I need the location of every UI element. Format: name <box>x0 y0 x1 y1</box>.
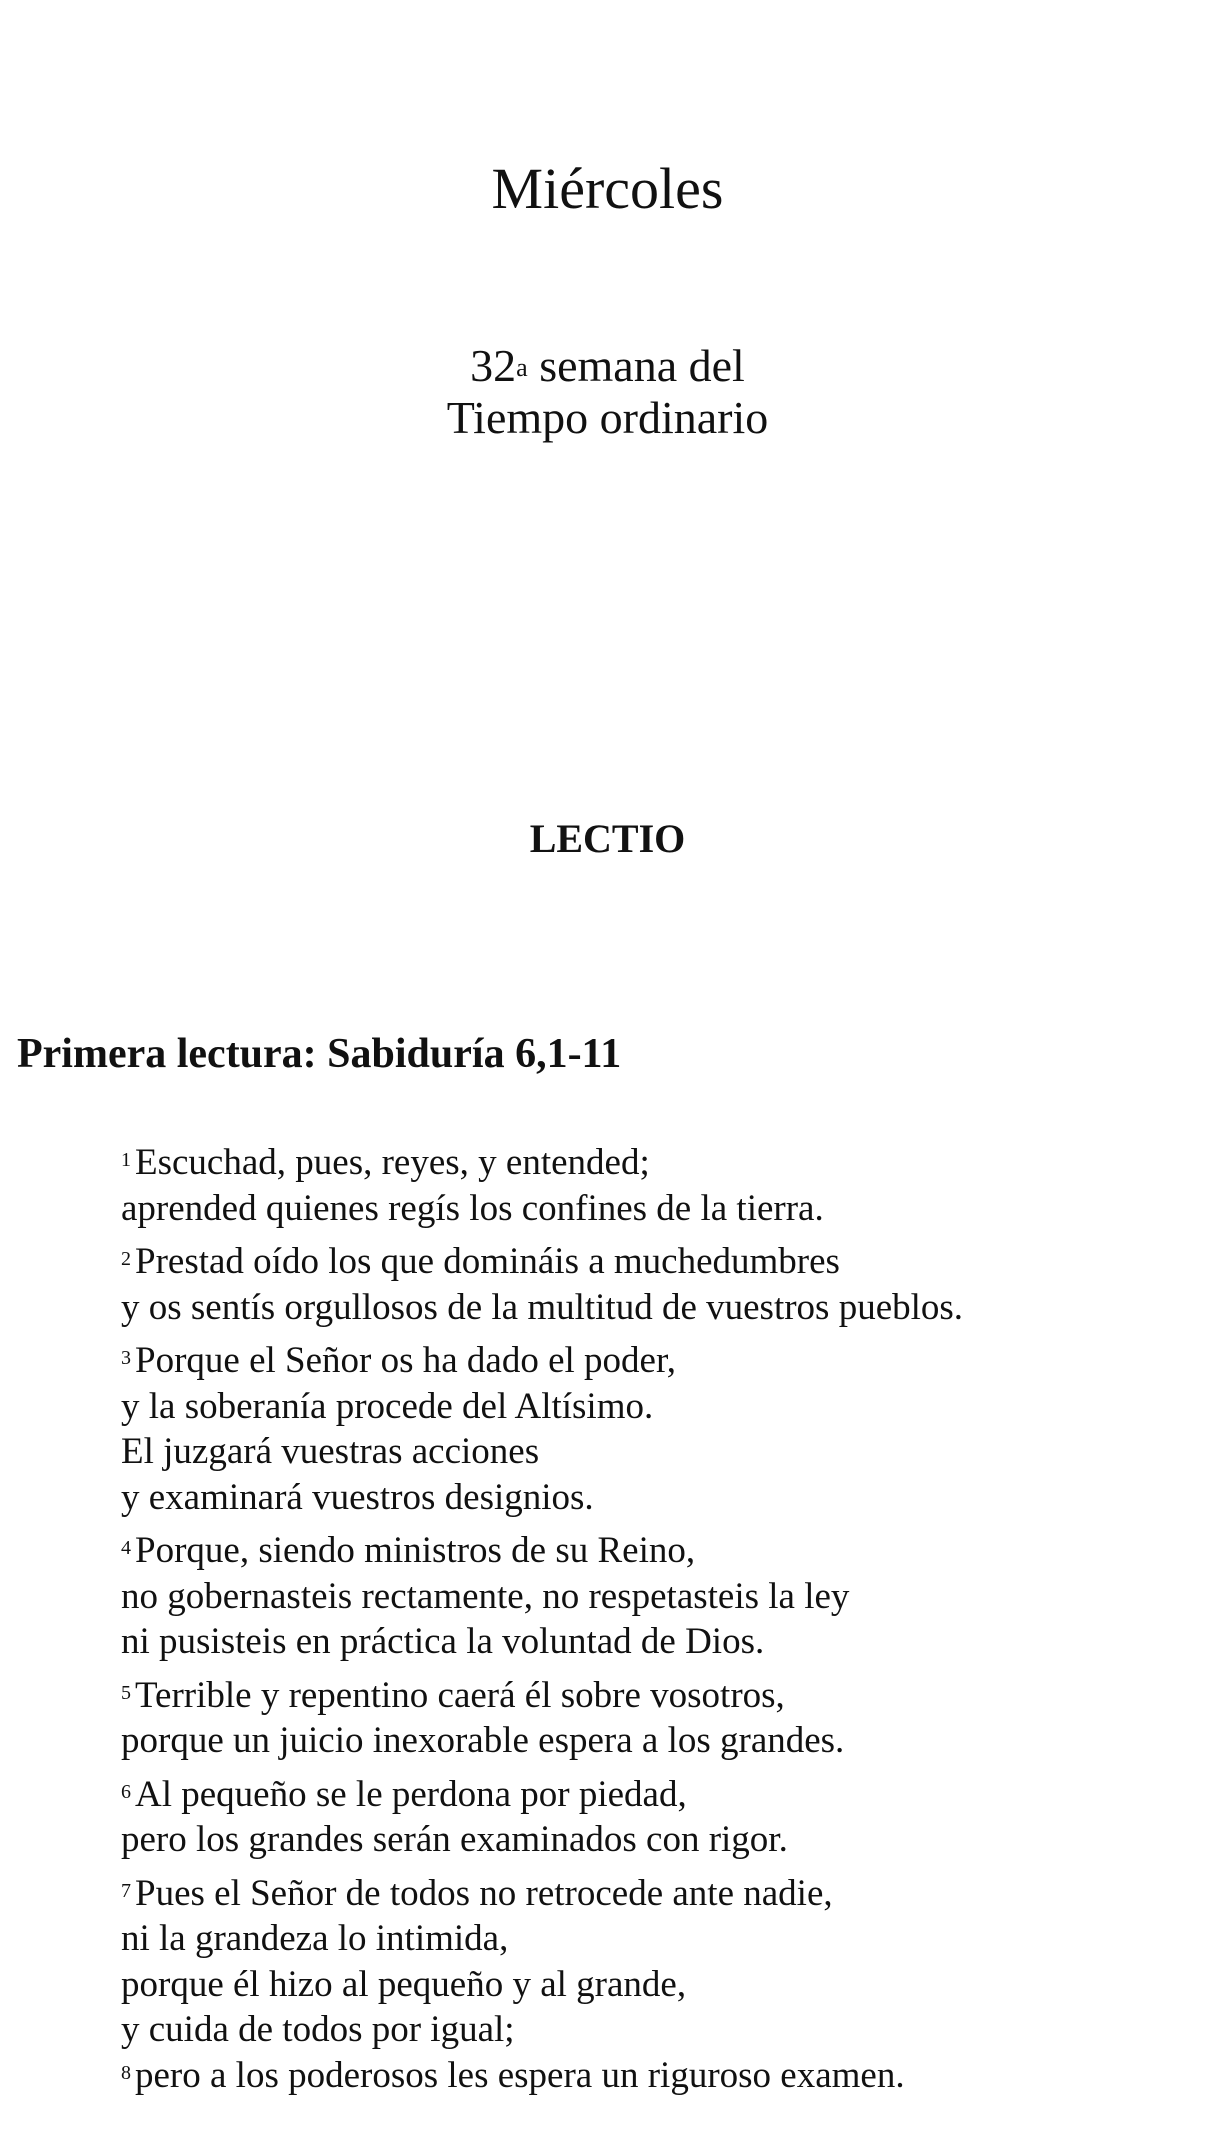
verse-text: pero los grandes serán examinados con rigor. <box>121 1819 788 1860</box>
verse-number: 1 <box>121 1149 131 1171</box>
verse-line <box>121 1384 1201 1430</box>
verse-text: ni la grandeza lo intimida, <box>121 1918 509 1959</box>
verse-line <box>121 1718 1201 1764</box>
verse-line <box>121 2053 1201 2099</box>
verse <box>121 1239 1201 1330</box>
verse <box>121 1528 1201 1665</box>
verse-text: y la soberanía procede del Altísimo. <box>121 1385 654 1427</box>
week-subtitle <box>0 340 1215 444</box>
verse-text: Terrible y repentino caerá él sobre vosotros, <box>135 1674 785 1716</box>
verse-line <box>121 1673 1201 1719</box>
verse <box>121 1338 1201 1520</box>
verse-text: porque él hizo al pequeño y al grande, <box>121 1963 687 2005</box>
verse-number: 4 <box>121 1537 131 1559</box>
season: Tiempo ordinario <box>446 392 769 443</box>
verse <box>121 1871 1201 2053</box>
verse-line <box>121 1338 1201 1384</box>
verse-line <box>121 1962 1201 2008</box>
verse-line <box>121 1239 1201 1285</box>
verse-line <box>121 1186 1201 1232</box>
verse <box>121 1673 1201 1764</box>
verse-text: Escuchad, pues, reyes, y entended; <box>135 1142 650 1183</box>
verse-number: 7 <box>121 1879 131 1902</box>
verse <box>121 1140 1201 1231</box>
verse-text: y os sentís orgullosos de la multitud de vuestros pueblos. <box>121 1286 964 1328</box>
verse-line <box>121 1574 1201 1620</box>
verse-number: 8 <box>121 2061 131 2084</box>
verse-text: Porque, siendo ministros de su Reino, <box>135 1530 696 1571</box>
verse-number: 5 <box>121 1681 131 1704</box>
verse-line <box>121 1140 1201 1186</box>
verse <box>121 1772 1201 1863</box>
week-ordinal: a <box>516 353 528 382</box>
day-title: Miércoles <box>491 156 724 221</box>
verse-text: aprended quienes regís los confines de la tierra. <box>121 1187 824 1229</box>
verse-line <box>121 1429 1201 1475</box>
verse-number: 6 <box>121 1780 131 1803</box>
verse-text: Prestad oído los que domináis a muchedumbres <box>135 1241 840 1282</box>
verse-line <box>121 2007 1201 2053</box>
verses <box>121 1140 1201 2106</box>
verse-text: Al pequeño se le perdona por piedad, <box>135 1773 687 1815</box>
verse-text: El juzgará vuestras acciones <box>121 1431 540 1472</box>
verse-text: Porque el Señor os ha dado el poder, <box>135 1340 677 1381</box>
verse-text: ni pusisteis en práctica la voluntad de Dios. <box>121 1621 765 1662</box>
verse-line <box>121 1285 1201 1331</box>
reading-title: Primera lectura: Sabiduría 6,1-11 <box>17 1031 622 1077</box>
verse-line <box>121 1528 1201 1574</box>
verse-text: porque un juicio inexorable espera a los grandes. <box>121 1720 845 1761</box>
verse-line <box>121 1817 1201 1863</box>
verse-line <box>121 1871 1201 1917</box>
verse-line <box>121 1916 1201 1962</box>
verse-line <box>121 1475 1201 1521</box>
verse-line <box>121 1772 1201 1818</box>
verse-number: 3 <box>121 1347 131 1369</box>
week-rest: semana del <box>527 340 745 391</box>
verse-text: no gobernasteis rectamente, no respetasteis la ley <box>121 1575 850 1617</box>
verse-text: Pues el Señor de todos no retrocede ante nadie, <box>135 1872 833 1914</box>
verse-number: 2 <box>121 1248 131 1270</box>
section-title: LECTIO <box>529 816 686 861</box>
verse-line <box>121 1619 1201 1665</box>
verse-text: pero a los poderosos les espera un riguroso examen. <box>135 2054 905 2096</box>
verse <box>121 2053 1201 2099</box>
verse-text: y cuida de todos por igual; <box>121 2009 515 2050</box>
verse-text: y examinará vuestros designios. <box>121 1476 594 1518</box>
week-number: 32 <box>470 340 517 391</box>
